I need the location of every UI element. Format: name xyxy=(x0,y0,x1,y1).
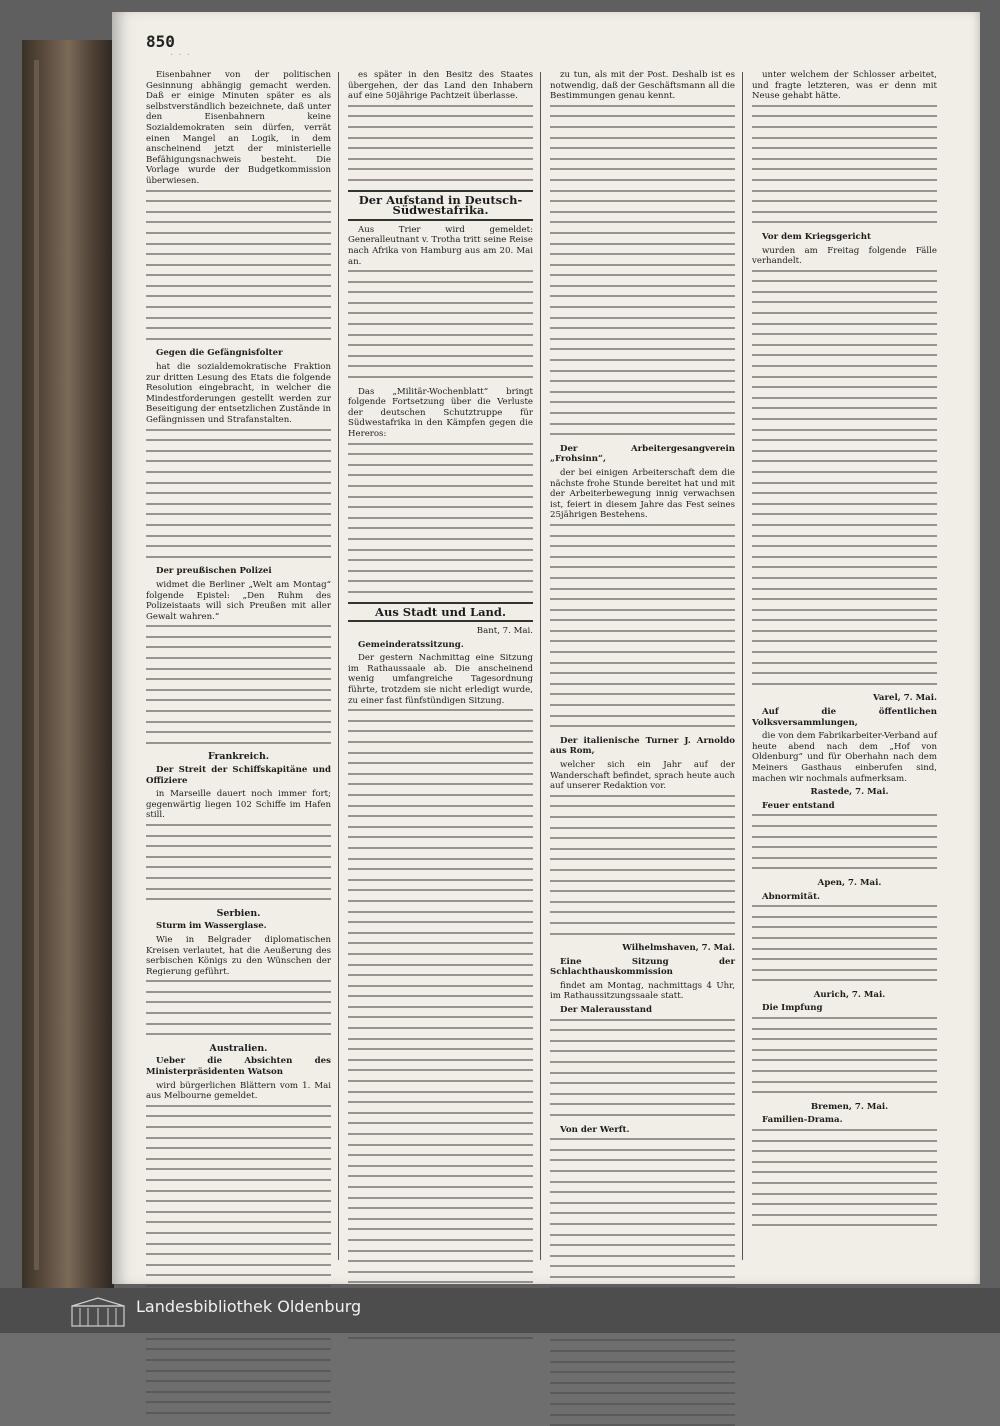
section-heading: Serbien. xyxy=(216,907,261,919)
text-block xyxy=(146,429,331,558)
book-spine xyxy=(22,40,114,1288)
headline: Die Impfung xyxy=(762,1003,823,1014)
article-text: die von dem Fabrikarbeiter-Verband auf heute abend nach dem „Hof von Oldenburg“ und für Oberhahn nach dem Meiners Gasthaus einberufen sind, machen wir nochmals aufmerksam. xyxy=(752,731,937,784)
section-heading: Frankreich. xyxy=(207,751,270,763)
text-block xyxy=(348,270,533,378)
dateline: Bremen, 7. Mai. xyxy=(810,1101,889,1112)
headline: Feuer entstand xyxy=(762,800,835,811)
headline: Der Streit der Schiffskapitäne und Offiziere xyxy=(146,765,331,786)
text-block xyxy=(146,980,331,1035)
column-1 xyxy=(146,70,331,1260)
headline: Vor dem Kriegsgericht xyxy=(762,231,871,242)
headline: Auf die öffentlichen Volksversammlungen, xyxy=(752,707,937,728)
headline: Familien-Drama. xyxy=(762,1115,843,1126)
article-text: hat die sozialdemokratische Fraktion zur dritten Lesung des Etats die folgende Resolution eingebracht, in welcher die Mindestforderungen gestellt werden zur Beseitigung der entsetzlichen Zustände in Gefängnissen und Strafanstalten. xyxy=(146,362,331,425)
text-block xyxy=(348,443,533,593)
text-block xyxy=(550,795,735,935)
article-text: Wie in Belgrader diplomatischen Kreisen verlautet, hat die Aeußerung des serbischen Königs zu den Wünschen der Regierung geführt. xyxy=(146,934,331,977)
dateline: Rastede, 7. Mai. xyxy=(810,787,889,798)
article-text: Der gestern Nachmittag eine Sitzung im Rathaussaale ab. Die anscheinend wenig umfangreiche Tagesordnung führte, trotzdem sie nicht erledigt wurde, zu einer fast fünfstündigen Sitzung. xyxy=(348,653,533,706)
dateline: Wilhelmshaven, 7. Mai. xyxy=(622,943,735,954)
text-block xyxy=(752,905,937,981)
section-heading: Australien. xyxy=(209,1042,268,1054)
text-block xyxy=(550,524,735,727)
text-block xyxy=(146,824,331,900)
library-building-icon xyxy=(70,1296,126,1328)
page-number: 850 xyxy=(146,32,175,51)
faint-stamp: · · · xyxy=(170,50,191,61)
section-heading: Der Aufstand in Deutsch-Südwestafrika. xyxy=(348,190,533,221)
text-block xyxy=(550,1019,735,1116)
section-heading: Aus Stadt und Land. xyxy=(348,602,533,623)
headline: Von der Werft. xyxy=(560,1124,630,1135)
column-rule xyxy=(540,72,541,1260)
column-rule xyxy=(338,72,339,1260)
headline: Gegen die Gefängnisfolter xyxy=(156,348,283,359)
text-block xyxy=(348,1337,533,1339)
headline: Gemeinderatssitzung. xyxy=(358,639,464,650)
dateline: Apen, 7. Mai. xyxy=(817,877,882,888)
text-block xyxy=(752,270,937,685)
text-block xyxy=(146,190,331,340)
article-text: welcher sich ein Jahr auf der Wanderschaft befindet, sprach heute auch auf unserer Redaktion vor. xyxy=(550,760,735,792)
text-block xyxy=(348,105,533,181)
text-block xyxy=(752,1129,937,1226)
headline: Eine Sitzung der Schlachthauskommission xyxy=(550,956,735,978)
article-text: unter welchem der Schlosser arbeitet, und fragte letzteren, was er denn mit Neuse gehabt hätte. xyxy=(752,70,937,102)
text-block xyxy=(146,1105,331,1414)
article-text: Aus Trier wird gemeldet: Generalleutnant v. Trotha tritt seine Reise nach Afrika von Hamburg aus am 20. Mai an. xyxy=(348,224,533,267)
headline: Der Malerausstand xyxy=(560,1005,653,1016)
article-text: es später in den Besitz des Staates übergehen, der das Land den Inhabern auf eine 50jährige Pachtzeit überlasse. xyxy=(348,70,533,102)
text-block xyxy=(550,1138,735,1426)
article-text: der bei einigen Arbeiterschaft dem die nächste frohe Stunde bereitet hat und mit der Arbeiterbewegung innig verwachsen ist, feiert in diesem Jahre das Fest seines 25jährigen Bestehens. xyxy=(550,467,735,521)
column-3 xyxy=(550,70,735,1260)
text-block xyxy=(752,105,937,224)
text-block xyxy=(550,105,735,435)
article-text: in Marseille dauert noch immer fort; gegenwärtig liegen 102 Schiffe im Hafen still. xyxy=(146,789,331,821)
article-text: zu tun, als mit der Post. Deshalb ist es notwendig, daß der Geschäftsmann all die Bestimmungen genau kennt. xyxy=(550,70,735,102)
headline: Sturm im Wasserglase. xyxy=(156,921,267,932)
text-block xyxy=(146,625,331,744)
article-text: wurden am Freitag folgende Fälle verhandelt. xyxy=(752,245,937,267)
text-block xyxy=(348,709,533,1304)
headline: Abnormität. xyxy=(762,891,821,902)
dateline: Aurich, 7. Mai. xyxy=(813,989,886,1000)
headline: Ueber die Absichten des Ministerpräsidenten Watson xyxy=(146,1056,331,1078)
column-4 xyxy=(752,70,937,1260)
column-2 xyxy=(348,70,533,1260)
column-rule xyxy=(742,72,743,1260)
article-text: Eisenbahner von der politischen Gesinnung abhängig gemacht werden. Daß er einige Minuten später es als selbstverständlich bezeichnete, daß unter den Eisenbahnern keine Sozialdemokraten sein dürfen, verrät einen Mangel an Logik, in dem anscheinend jetzt der ministerielle Befähigungsnachweis besteht. Die Vorlage wurde der Budgetkommission überwiesen. xyxy=(146,70,331,186)
article-text: wird bürgerlichen Blättern vom 1. Mai aus Melbourne gemeldet. xyxy=(146,1080,331,1102)
newspaper-page xyxy=(112,12,980,1284)
headline: Der italienische Turner J. Arnoldo aus Rom, xyxy=(550,735,735,757)
text-block xyxy=(752,1017,937,1093)
article-text: widmet die Berliner „Welt am Montag“ folgende Epistel: „Den Ruhm des Polizeistaats will sich Preußen mit aller Gewalt wahren.“ xyxy=(146,579,331,622)
library-name: Landesbibliothek Oldenburg xyxy=(136,1297,362,1316)
dateline: Bant, 7. Mai. xyxy=(476,626,533,637)
dateline: Varel, 7. Mai. xyxy=(873,693,937,704)
article-text: Das „Militär-Wochenblatt“ bringt folgende Fortsetzung über die Verluste der deutschen Schutztruppe für Südwestafrika in den Kämpfen gegen die Hereros: xyxy=(348,386,533,439)
text-block xyxy=(752,814,937,869)
headline: Der Arbeitergesangverein „Frohsinn“, xyxy=(550,443,735,465)
headline: Der preußischen Polizei xyxy=(156,566,272,577)
article-text: findet am Montag, nachmittags 4 Uhr, im Rathaussitzungssaale statt. xyxy=(550,980,735,1002)
